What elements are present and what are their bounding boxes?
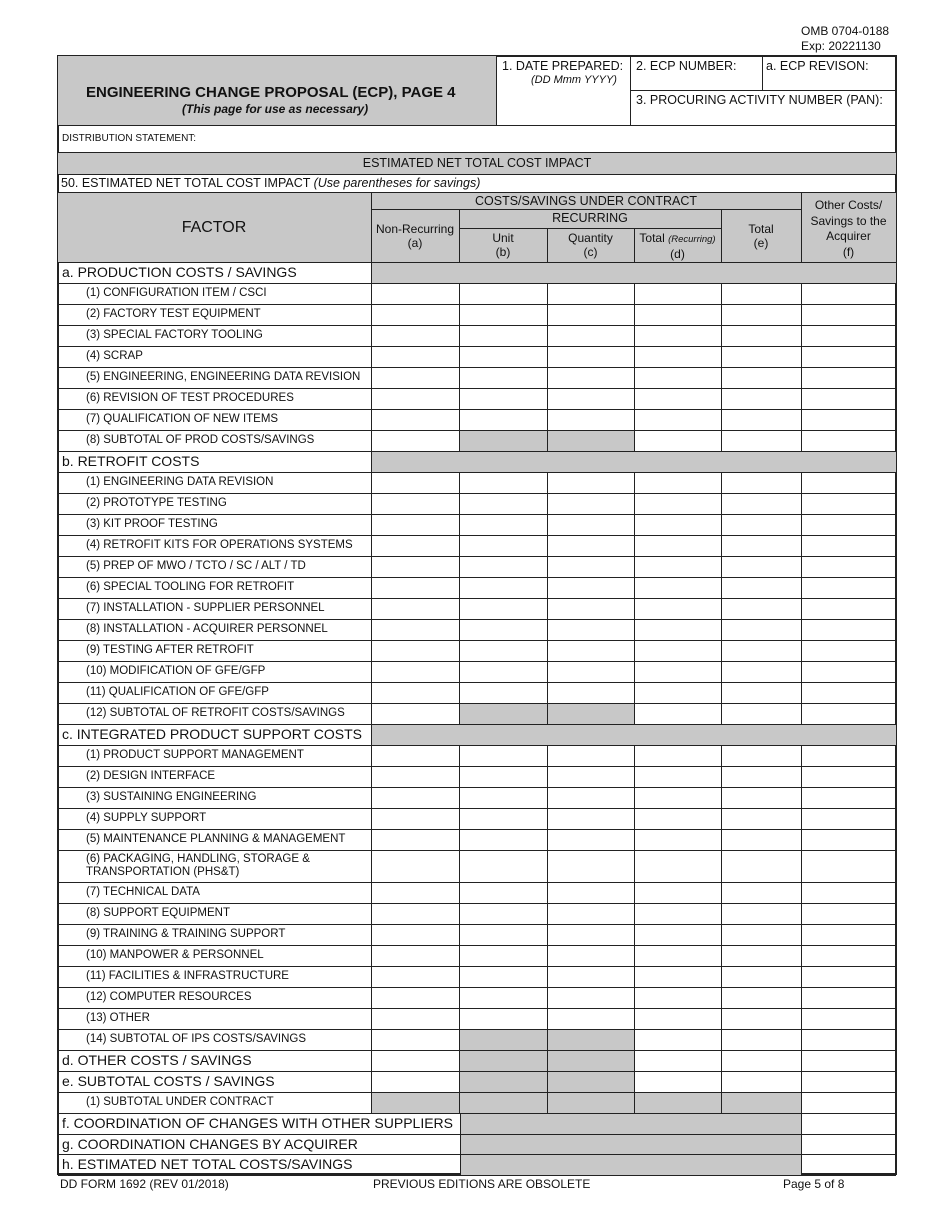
- cost-cell-c[interactable]: [548, 830, 634, 850]
- row-label: (7) INSTALLATION - SUPPLIER PERSONNEL: [86, 602, 325, 614]
- cost-cell-e[interactable]: [722, 620, 801, 640]
- cost-cell-b: [460, 1030, 547, 1050]
- row-label: (4) SUPPLY SUPPORT: [86, 812, 207, 824]
- section-label: a. PRODUCTION COSTS / SAVINGS: [62, 264, 297, 280]
- row-label: (5) PREP OF MWO / TCTO / SC / ALT / TD: [86, 560, 306, 572]
- cost-cell-c: [548, 1072, 634, 1092]
- cost-cell-d[interactable]: [635, 431, 721, 451]
- cost-cell-d[interactable]: [635, 641, 721, 661]
- row-label: (3) KIT PROOF TESTING: [86, 518, 218, 530]
- cost-cell-d[interactable]: [635, 368, 721, 388]
- cost-cell-c[interactable]: [548, 557, 634, 577]
- cost-cell-e[interactable]: [722, 1009, 801, 1029]
- cost-cell-f[interactable]: [802, 830, 896, 850]
- cost-cell-f[interactable]: [802, 326, 896, 346]
- cost-cell-b[interactable]: [460, 641, 547, 661]
- cost-cell-e[interactable]: [722, 883, 801, 903]
- cost-cell-d[interactable]: [635, 557, 721, 577]
- cost-cell-e[interactable]: [722, 494, 801, 514]
- cost-cell-c[interactable]: [548, 536, 634, 556]
- cost-cell-f[interactable]: [802, 599, 896, 619]
- cost-cell-d[interactable]: [635, 494, 721, 514]
- cost-cell-c: [548, 431, 634, 451]
- cost-cell-b[interactable]: [460, 988, 547, 1008]
- cost-cell-c[interactable]: [548, 904, 634, 924]
- row-label: (7) QUALIFICATION OF NEW ITEMS: [86, 413, 279, 425]
- cost-cell-a[interactable]: [372, 662, 459, 682]
- cost-cell-e[interactable]: [722, 347, 801, 367]
- cost-cell-e[interactable]: [722, 410, 801, 430]
- cost-cell-c[interactable]: [548, 788, 634, 808]
- cost-cell-c: [548, 1093, 634, 1113]
- cost-cell-e[interactable]: [722, 767, 801, 787]
- cost-cell-a[interactable]: [372, 809, 459, 829]
- cost-cell-a[interactable]: [372, 988, 459, 1008]
- cost-cell-c[interactable]: [548, 305, 634, 325]
- factor-header: FACTOR: [181, 219, 247, 236]
- date-prepared-field[interactable]: 1. DATE PREPARED:: [502, 59, 624, 73]
- row-label: (4) SCRAP: [86, 350, 143, 362]
- cost-cell-a[interactable]: [372, 599, 459, 619]
- cost-cell-a[interactable]: [372, 557, 459, 577]
- row-label: (9) TRAINING & TRAINING SUPPORT: [86, 928, 286, 940]
- obsolete-notice: PREVIOUS EDITIONS ARE OBSOLETE: [373, 1177, 591, 1191]
- cost-cell-b: [460, 704, 547, 724]
- cost-cell-d[interactable]: [635, 904, 721, 924]
- row-label: (6) REVISION OF TEST PROCEDURES: [86, 392, 294, 404]
- cost-cell-f[interactable]: [802, 851, 896, 882]
- cost-cell-d[interactable]: [635, 925, 721, 945]
- omb-number: OMB 0704-0188: [801, 24, 890, 38]
- row-label: (12) COMPUTER RESOURCES: [86, 991, 252, 1003]
- cost-cell-b[interactable]: [460, 925, 547, 945]
- section-title: ESTIMATED NET TOTAL COST IMPACT: [362, 156, 592, 170]
- row-label: (1) PRODUCT SUPPORT MANAGEMENT: [86, 749, 304, 761]
- cost-cell-b[interactable]: [460, 809, 547, 829]
- row-label: (8) SUBTOTAL OF PROD COSTS/SAVINGS: [86, 434, 315, 446]
- row-label: (6) PACKAGING, HANDLING, STORAGE & TRANSPORTATION (PHS&T): [86, 853, 310, 878]
- cost-cell-b[interactable]: [460, 946, 547, 966]
- cost-cell-b[interactable]: [460, 599, 547, 619]
- cost-cell-e[interactable]: [722, 851, 801, 882]
- cost-cell-a[interactable]: [372, 925, 459, 945]
- cost-cell-f[interactable]: [802, 946, 896, 966]
- section-label: f. COORDINATION OF CHANGES WITH OTHER SUPPLIERS: [62, 1115, 453, 1131]
- cost-cell-d[interactable]: [635, 389, 721, 409]
- cost-cell-b[interactable]: [460, 536, 547, 556]
- cost-cell-f[interactable]: [802, 1051, 896, 1071]
- row-label: (8) SUPPORT EQUIPMENT: [86, 907, 230, 919]
- cost-cell-b[interactable]: [460, 578, 547, 598]
- cost-cell-c[interactable]: [548, 946, 634, 966]
- shaded-cell: [460, 1114, 801, 1134]
- cost-cell-e[interactable]: [722, 662, 801, 682]
- cost-cell-d[interactable]: [635, 620, 721, 640]
- row-label: (9) TESTING AFTER RETROFIT: [86, 644, 254, 656]
- cost-cell-f[interactable]: [802, 1093, 896, 1113]
- cost-cell-f[interactable]: [802, 305, 896, 325]
- cost-cell-b[interactable]: [460, 1009, 547, 1029]
- shaded-cell: [371, 452, 896, 472]
- row-label: (10) MANPOWER & PERSONNEL: [86, 949, 264, 961]
- cost-cell-e[interactable]: [722, 683, 801, 703]
- form-number: DD FORM 1692 (REV 01/2018): [60, 1177, 229, 1191]
- cost-cell-e[interactable]: [722, 925, 801, 945]
- cost-cell-b[interactable]: [460, 368, 547, 388]
- cost-cell-a[interactable]: [372, 851, 459, 882]
- cost-cell-b[interactable]: [460, 904, 547, 924]
- cost-cell-f[interactable]: [802, 746, 896, 766]
- cost-cell-e[interactable]: [722, 389, 801, 409]
- cost-cell-f[interactable]: [802, 473, 896, 493]
- cost-cell-d[interactable]: [635, 851, 721, 882]
- row-label: (1) CONFIGURATION ITEM / CSCI: [86, 287, 267, 299]
- cost-cell-c: [548, 1030, 634, 1050]
- cost-cell-e[interactable]: [722, 746, 801, 766]
- cost-cell-f[interactable]: [802, 368, 896, 388]
- cost-cell-b[interactable]: [460, 410, 547, 430]
- cost-cell-e[interactable]: [722, 368, 801, 388]
- distribution-statement[interactable]: DISTRIBUTION STATEMENT:: [62, 133, 197, 144]
- row-label: (7) TECHNICAL DATA: [86, 886, 200, 898]
- cost-cell-b[interactable]: [460, 347, 547, 367]
- cost-cell-e[interactable]: [722, 904, 801, 924]
- cost-cell-e[interactable]: [722, 988, 801, 1008]
- cost-cell-f[interactable]: [802, 925, 896, 945]
- cost-cell-e[interactable]: [722, 1030, 801, 1050]
- cost-cell-a[interactable]: [372, 431, 459, 451]
- under-contract-header: COSTS/SAVINGS UNDER CONTRACT: [474, 194, 697, 208]
- cost-cell-d[interactable]: [635, 305, 721, 325]
- cost-cell-b[interactable]: [460, 788, 547, 808]
- cost-cell-e[interactable]: [722, 830, 801, 850]
- cost-cell-b: [460, 1072, 547, 1092]
- cost-cell-c[interactable]: [548, 326, 634, 346]
- cost-cell-c[interactable]: [548, 347, 634, 367]
- cost-cell-d[interactable]: [635, 578, 721, 598]
- cost-cell-c[interactable]: [548, 851, 634, 882]
- cost-cell-f[interactable]: [802, 683, 896, 703]
- cost-cell-b[interactable]: [460, 326, 547, 346]
- cost-cell-c[interactable]: [548, 368, 634, 388]
- cost-cell-d: [635, 1093, 721, 1113]
- cost-cell-a[interactable]: [372, 904, 459, 924]
- row-label: (12) SUBTOTAL OF RETROFIT COSTS/SAVINGS: [86, 707, 345, 719]
- cost-cell-b: [460, 1051, 547, 1071]
- cost-cell-a[interactable]: [372, 883, 459, 903]
- cost-cell-a[interactable]: [372, 946, 459, 966]
- cost-cell-f[interactable]: [802, 494, 896, 514]
- cost-cell-a[interactable]: [372, 967, 459, 987]
- cost-cell-c[interactable]: [548, 641, 634, 661]
- cost-cell-f[interactable]: [802, 557, 896, 577]
- cost-cell-b[interactable]: [460, 662, 547, 682]
- cost-cell-a[interactable]: [372, 641, 459, 661]
- cost-cell-c[interactable]: [548, 494, 634, 514]
- cost-cell-e[interactable]: [722, 326, 801, 346]
- item-50-label: 50. ESTIMATED NET TOTAL COST IMPACT (Use parentheses for savings): [61, 176, 481, 190]
- cost-cell-f[interactable]: [802, 347, 896, 367]
- cost-cell-c[interactable]: [548, 683, 634, 703]
- cost-cell-f[interactable]: [802, 515, 896, 535]
- cost-cell-b: [460, 1093, 547, 1113]
- row-label: (2) DESIGN INTERFACE: [86, 770, 216, 782]
- cost-cell-d[interactable]: [635, 683, 721, 703]
- row-label: (4) RETROFIT KITS FOR OPERATIONS SYSTEMS: [86, 539, 353, 551]
- cost-cell-f[interactable]: [802, 904, 896, 924]
- row-label: (10) MODIFICATION OF GFE/GFP: [86, 665, 266, 677]
- section-label: d. OTHER COSTS / SAVINGS: [62, 1052, 252, 1068]
- cost-cell-d[interactable]: [635, 988, 721, 1008]
- row-label: (1) SUBTOTAL UNDER CONTRACT: [86, 1096, 274, 1108]
- cost-cell-b[interactable]: [460, 473, 547, 493]
- cost-cell-a[interactable]: [372, 284, 459, 304]
- cost-cell-f[interactable]: [802, 536, 896, 556]
- cost-cell-c[interactable]: [548, 883, 634, 903]
- row-label: (3) SPECIAL FACTORY TOOLING: [86, 329, 263, 341]
- section-label: g. COORDINATION CHANGES BY ACQUIRER: [62, 1136, 358, 1152]
- cost-cell-a[interactable]: [372, 515, 459, 535]
- cost-cell-b[interactable]: [460, 830, 547, 850]
- cost-cell-c[interactable]: [548, 284, 634, 304]
- cost-cell-d[interactable]: [635, 809, 721, 829]
- row-label: (14) SUBTOTAL OF IPS COSTS/SAVINGS: [86, 1033, 307, 1045]
- cost-cell-f[interactable]: [802, 662, 896, 682]
- total-recurring-header: Total (Recurring) (d): [639, 231, 716, 261]
- row-label: (13) OTHER: [86, 1012, 150, 1024]
- cost-cell-f[interactable]: [802, 1114, 896, 1134]
- cost-cell-e[interactable]: [722, 284, 801, 304]
- cost-cell-a[interactable]: [372, 1030, 459, 1050]
- cost-cell-e[interactable]: [722, 704, 801, 724]
- cost-cell-c: [548, 704, 634, 724]
- cost-cell-e[interactable]: [722, 557, 801, 577]
- shaded-cell: [460, 1135, 801, 1154]
- cost-cell-d[interactable]: [635, 967, 721, 987]
- cost-cell-e[interactable]: [722, 536, 801, 556]
- cost-cell-d[interactable]: [635, 347, 721, 367]
- cost-cell-f[interactable]: [802, 431, 896, 451]
- shaded-cell: [460, 1155, 801, 1175]
- row-label: (8) INSTALLATION - ACQUIRER PERSONNEL: [86, 623, 328, 635]
- cost-cell-e[interactable]: [722, 431, 801, 451]
- cost-cell-c[interactable]: [548, 767, 634, 787]
- cost-cell-e[interactable]: [722, 967, 801, 987]
- non-recurring-header: Non-Recurring (a): [375, 222, 455, 250]
- cost-cell-b[interactable]: [460, 389, 547, 409]
- cost-cell-b[interactable]: [460, 557, 547, 577]
- cost-cell-e[interactable]: [722, 1072, 801, 1092]
- cost-cell-b[interactable]: [460, 767, 547, 787]
- cost-cell-c[interactable]: [548, 925, 634, 945]
- cost-cell-b: [460, 431, 547, 451]
- cost-cell-b[interactable]: [460, 494, 547, 514]
- cost-cell-d[interactable]: [635, 1051, 721, 1071]
- quantity-header: Quantity (c): [568, 231, 613, 259]
- row-label: (6) SPECIAL TOOLING FOR RETROFIT: [86, 581, 295, 593]
- cost-cell-d[interactable]: [635, 515, 721, 535]
- cost-cell-c[interactable]: [548, 809, 634, 829]
- unit-header: Unit (b): [492, 231, 514, 259]
- cost-cell-e[interactable]: [722, 515, 801, 535]
- cost-cell-a[interactable]: [372, 683, 459, 703]
- row-label: (2) FACTORY TEST EQUIPMENT: [86, 308, 261, 320]
- cost-cell-f[interactable]: [802, 1135, 896, 1154]
- cost-cell-f[interactable]: [802, 988, 896, 1008]
- cost-cell-d[interactable]: [635, 662, 721, 682]
- cost-cell-f[interactable]: [802, 410, 896, 430]
- pan-field[interactable]: 3. PROCURING ACTIVITY NUMBER (PAN):: [636, 93, 883, 107]
- cost-cell-a: [372, 1093, 459, 1113]
- total-header: Total (e): [748, 222, 774, 250]
- form-subtitle: (This page for use as necessary): [182, 102, 369, 116]
- cost-cell-b[interactable]: [460, 620, 547, 640]
- cost-cell-a[interactable]: [372, 788, 459, 808]
- shaded-cell: [371, 263, 896, 283]
- section-label: c. INTEGRATED PRODUCT SUPPORT COSTS: [62, 726, 363, 742]
- cost-cell-a[interactable]: [372, 620, 459, 640]
- cost-cell-b[interactable]: [460, 305, 547, 325]
- cost-cell-a[interactable]: [372, 410, 459, 430]
- cost-cell-f[interactable]: [802, 578, 896, 598]
- cost-cell-a[interactable]: [372, 1009, 459, 1029]
- cost-cell-c: [548, 1051, 634, 1071]
- cost-cell-a[interactable]: [372, 368, 459, 388]
- cost-cell-d[interactable]: [635, 599, 721, 619]
- cost-cell-e[interactable]: [722, 788, 801, 808]
- cost-cell-f[interactable]: [802, 1072, 896, 1092]
- cost-cell-f[interactable]: [802, 1155, 896, 1175]
- row-label: (5) MAINTENANCE PLANNING & MANAGEMENT: [86, 833, 346, 845]
- cost-cell-d[interactable]: [635, 830, 721, 850]
- cost-cell-c[interactable]: [548, 578, 634, 598]
- cost-cell-a[interactable]: [372, 473, 459, 493]
- cost-cell-f[interactable]: [802, 1009, 896, 1029]
- shaded-cell: [371, 725, 896, 745]
- cost-cell-d[interactable]: [635, 946, 721, 966]
- cost-cell-b[interactable]: [460, 967, 547, 987]
- cost-cell-a[interactable]: [372, 389, 459, 409]
- section-label: b. RETROFIT COSTS: [62, 453, 200, 469]
- cost-cell-d[interactable]: [635, 326, 721, 346]
- cost-cell-f[interactable]: [802, 284, 896, 304]
- cost-cell-b[interactable]: [460, 515, 547, 535]
- row-label: (11) FACILITIES & INFRASTRUCTURE: [86, 970, 289, 982]
- cost-cell-d[interactable]: [635, 410, 721, 430]
- cost-cell-f[interactable]: [802, 767, 896, 787]
- cost-cell-f[interactable]: [802, 1030, 896, 1050]
- cost-cell-d[interactable]: [635, 746, 721, 766]
- cost-cell-f[interactable]: [802, 788, 896, 808]
- cost-cell-e[interactable]: [722, 578, 801, 598]
- ecp-number-field[interactable]: 2. ECP NUMBER:: [636, 59, 737, 73]
- cost-cell-a[interactable]: [372, 1051, 459, 1071]
- row-label: (5) ENGINEERING, ENGINEERING DATA REVISION: [86, 371, 361, 383]
- cost-cell-b[interactable]: [460, 683, 547, 703]
- cost-cell-c[interactable]: [548, 662, 634, 682]
- cost-cell-d[interactable]: [635, 284, 721, 304]
- cost-cell-e[interactable]: [722, 946, 801, 966]
- cost-cell-f[interactable]: [802, 620, 896, 640]
- cost-cell-f[interactable]: [802, 704, 896, 724]
- cost-cell-d[interactable]: [635, 767, 721, 787]
- cost-cell-d[interactable]: [635, 473, 721, 493]
- row-label: (1) ENGINEERING DATA REVISION: [86, 476, 274, 488]
- cost-cell-e[interactable]: [722, 809, 801, 829]
- cost-cell-d[interactable]: [635, 788, 721, 808]
- cost-cell-e[interactable]: [722, 1051, 801, 1071]
- cost-cell-f[interactable]: [802, 883, 896, 903]
- cost-cell-a[interactable]: [372, 578, 459, 598]
- cost-cell-e[interactable]: [722, 641, 801, 661]
- cost-cell-a[interactable]: [372, 704, 459, 724]
- cost-cell-c[interactable]: [548, 599, 634, 619]
- ecp-revision-field[interactable]: a. ECP REVISON:: [766, 59, 869, 73]
- cost-cell-c[interactable]: [548, 410, 634, 430]
- cost-cell-b[interactable]: [460, 746, 547, 766]
- cost-cell-d[interactable]: [635, 1009, 721, 1029]
- cost-cell-f[interactable]: [802, 967, 896, 987]
- cost-cell-c[interactable]: [548, 1009, 634, 1029]
- recurring-header: RECURRING: [552, 211, 628, 225]
- cost-cell-e: [722, 1093, 801, 1113]
- cost-cell-f[interactable]: [802, 389, 896, 409]
- cost-cell-d[interactable]: [635, 1030, 721, 1050]
- cost-cell-a[interactable]: [372, 767, 459, 787]
- cost-cell-a[interactable]: [372, 347, 459, 367]
- row-label: (3) SUSTAINING ENGINEERING: [86, 791, 257, 803]
- cost-cell-e[interactable]: [722, 473, 801, 493]
- section-label: h. ESTIMATED NET TOTAL COSTS/SAVINGS: [62, 1156, 353, 1172]
- cost-cell-b[interactable]: [460, 883, 547, 903]
- cost-cell-e[interactable]: [722, 305, 801, 325]
- row-label: (11) QUALIFICATION OF GFE/GFP: [86, 686, 269, 698]
- form-title: ENGINEERING CHANGE PROPOSAL (ECP), PAGE 4: [86, 84, 456, 101]
- cost-cell-c[interactable]: [548, 389, 634, 409]
- cost-cell-e[interactable]: [722, 599, 801, 619]
- cost-cell-d[interactable]: [635, 1072, 721, 1092]
- other-costs-header: Other Costs/ Savings to the Acquirer (f): [810, 198, 887, 259]
- cost-cell-d[interactable]: [635, 883, 721, 903]
- cost-cell-a[interactable]: [372, 494, 459, 514]
- cost-cell-a[interactable]: [372, 1072, 459, 1092]
- cost-cell-b[interactable]: [460, 851, 547, 882]
- cost-cell-a[interactable]: [372, 746, 459, 766]
- omb-expiration: Exp: 20221130: [801, 39, 881, 53]
- cost-cell-a[interactable]: [372, 305, 459, 325]
- cost-cell-c[interactable]: [548, 967, 634, 987]
- cost-cell-f[interactable]: [802, 809, 896, 829]
- cost-cell-f[interactable]: [802, 641, 896, 661]
- cost-cell-a[interactable]: [372, 536, 459, 556]
- cost-cell-a[interactable]: [372, 830, 459, 850]
- cost-cell-b[interactable]: [460, 284, 547, 304]
- cost-cell-d[interactable]: [635, 536, 721, 556]
- cost-cell-c[interactable]: [548, 515, 634, 535]
- cost-cell-c[interactable]: [548, 988, 634, 1008]
- section-label: e. SUBTOTAL COSTS / SAVINGS: [62, 1073, 275, 1089]
- cost-cell-d[interactable]: [635, 704, 721, 724]
- cost-cell-c[interactable]: [548, 620, 634, 640]
- cost-cell-a[interactable]: [372, 326, 459, 346]
- row-label: (2) PROTOTYPE TESTING: [86, 497, 227, 509]
- cost-cell-c[interactable]: [548, 746, 634, 766]
- cost-cell-c[interactable]: [548, 473, 634, 493]
- page-number: Page 5 of 8: [783, 1177, 845, 1191]
- date-format-hint: (DD Mmm YYYY): [531, 74, 617, 86]
